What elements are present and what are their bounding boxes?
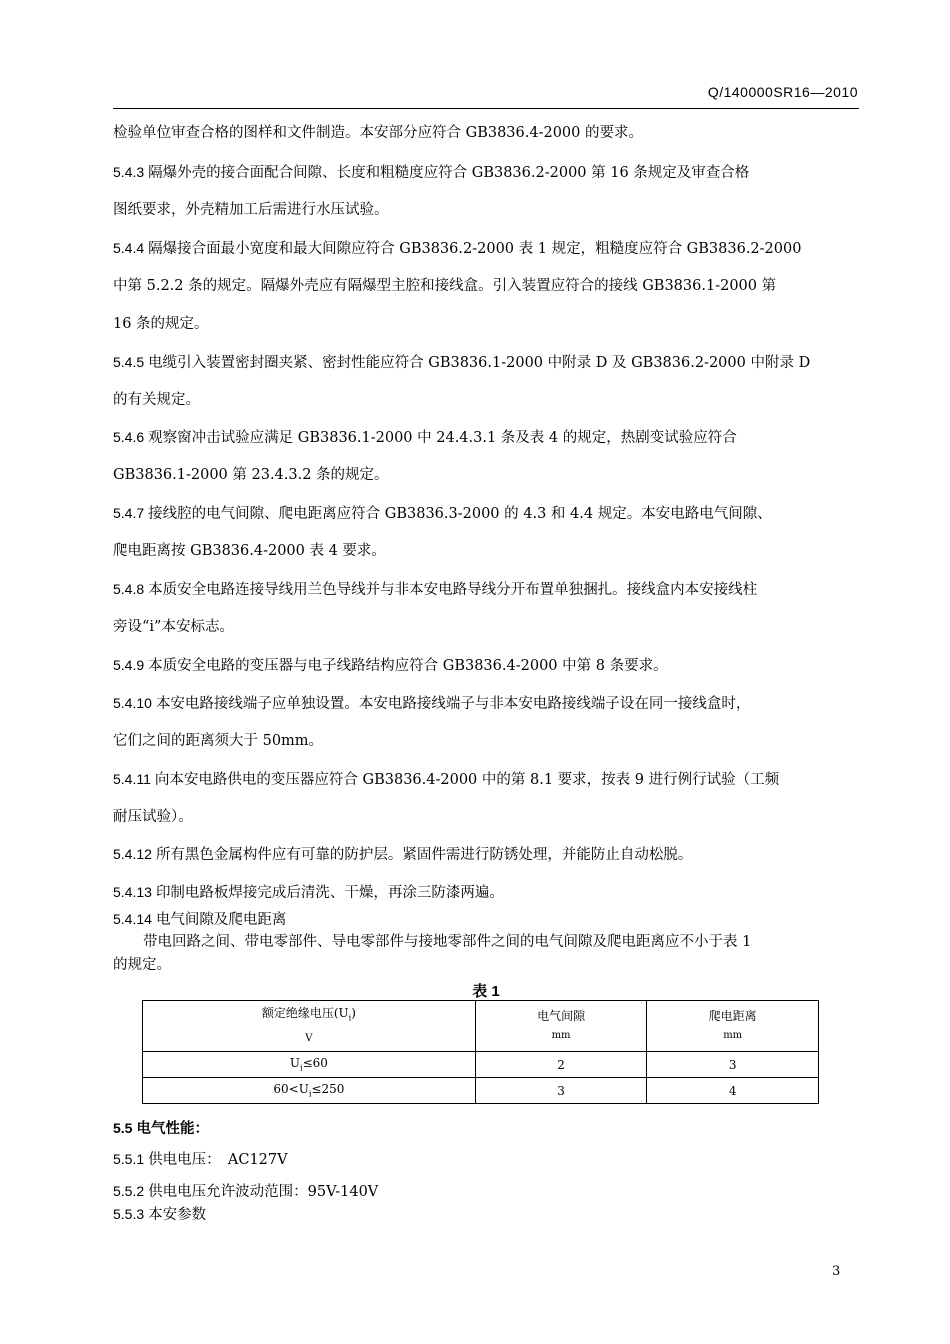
subscript: i (300, 1063, 303, 1073)
paragraph-line (113, 466, 859, 484)
clause-text: 16 条的规定。 (113, 316, 209, 332)
clause-5-5-2 (113, 1182, 859, 1201)
header-creepage (647, 1001, 819, 1052)
paragraph-line (113, 201, 859, 219)
header-unit: mm (723, 1030, 743, 1041)
clause-number: 5.4.7 (113, 505, 145, 521)
subscript: i (308, 1089, 312, 1099)
paragraph-line (113, 277, 859, 295)
section-number: 5.5 (113, 1120, 133, 1136)
header-label: 额定绝缘电压(U (261, 1006, 349, 1021)
clause-number: 5.4.4 (113, 240, 145, 256)
clause-text: 接线腔的电气间隙、爬电距离应符合 GB3836.3-2000 的 4.3 和 4.4 规定。本安电路电气间隙、 (148, 506, 772, 522)
clause-text: 向本安电路供电的变压器应符合 GB3836.4-2000 中的第 8.1 要求，按表 9 进行例行试验（工频 (154, 772, 780, 788)
clause-text: 中第 5.2.2 条的规定。隔爆外壳应有隔爆型主腔和接线盒。引入装置应符合的接线 GB3836.1-2000 第 (113, 278, 777, 294)
clause-text: 旁设“i”本安标志。 (113, 619, 234, 635)
paragraph-line (113, 732, 859, 750)
clause-number: 5.4.3 (113, 164, 145, 180)
clause-5-4-13 (113, 883, 859, 902)
section-5-5 (113, 1119, 859, 1138)
clause-text: 本安参数 (148, 1207, 207, 1223)
header-unit: mm (551, 1030, 571, 1041)
cell-voltage (143, 1078, 476, 1104)
clause-number: 5.5.2 (113, 1183, 145, 1199)
clause-text: 耐压试验）。 (113, 809, 193, 825)
header-clearance (475, 1001, 647, 1052)
clause-text: 的有关规定。 (113, 392, 200, 408)
clearance-table (142, 1000, 819, 1104)
clause-text: 电缆引入装置密封圈夹紧、密封性能应符合 GB3836.1-2000 中附录 D 及 GB3836.2-2000 中附录 D (148, 355, 811, 371)
clause-5-4-11 (113, 770, 859, 789)
clause-5-4-3 (113, 163, 859, 182)
page-number: 3 (832, 1264, 841, 1279)
paragraph-line (113, 124, 859, 142)
clause-5-4-9 (113, 656, 859, 675)
clause-text: 带电回路之间、带电零部件、导电零部件与接地零部件之间的电气间隙及爬电距离应不小于表 1 (143, 934, 752, 950)
clause-number: 5.5.3 (113, 1206, 145, 1222)
section-title: 电气性能： (136, 1120, 209, 1137)
clause-text: 的规定。 (113, 957, 171, 973)
paragraph-line (113, 618, 859, 636)
clause-text: 本安电路接线端子应单独设置。本安电路接线端子与非本安电路接线端子设在同一接线盒时， (155, 696, 751, 712)
clause-5-4-7 (113, 504, 859, 523)
document-code: Q/140000SR16—2010 (707, 84, 858, 100)
clause-number: 5.4.5 (113, 354, 145, 370)
clause-number: 5.5.1 (113, 1151, 145, 1167)
clause-number: 5.4.13 (113, 884, 152, 900)
clause-5-4-14 (113, 910, 859, 929)
clause-text: 图纸要求，外壳精加工后需进行水压试验。 (113, 202, 389, 218)
clause-text: 它们之间的距离须大于 50mm。 (113, 733, 324, 749)
clause-number: 5.4.10 (113, 695, 152, 711)
clause-5-4-12 (113, 845, 859, 864)
paragraph-line (113, 542, 859, 560)
clause-text: 爬电距离按 GB3836.4-2000 表 4 要求。 (113, 543, 386, 559)
clause-number: 5.4.11 (113, 771, 151, 787)
clause-text: 印制电路板焊接完成后清洗、干燥，再涂三防漆两遍。 (155, 885, 504, 901)
clause-5-5-3 (113, 1205, 859, 1224)
header-rule (113, 108, 859, 109)
cell-creepage: 4 (647, 1078, 819, 1104)
clause-text: 隔爆接合面最小宽度和最大间隙应符合 GB3836.2-2000 表 1 规定，粗糙度应符合 GB3836.2-2000 (148, 241, 802, 257)
header-label: 爬电距离 (708, 1009, 757, 1023)
paragraph-line (113, 808, 859, 826)
table-header-row (143, 1001, 819, 1052)
clause-text: 本质安全电路的变压器与电子线路结构应符合 GB3836.4-2000 中第 8 条要求。 (148, 658, 668, 674)
cell-text: ≤60 (302, 1056, 328, 1071)
header-label-close: ) (351, 1006, 356, 1021)
paragraph-text: 检验单位审查合格的图样和文件制造。本安部分应符合 GB3836.4-2000 的要求。 (113, 125, 643, 141)
cell-text: 60<U (273, 1082, 309, 1097)
cell-clearance: 2 (475, 1052, 647, 1078)
cell-creepage: 3 (647, 1052, 819, 1078)
clause-5-4-5 (113, 353, 859, 372)
clause-text: 观察窗冲击试验应满足 GB3836.1-2000 中 24.4.3.1 条及表 4 的规定，热剧变试验应符合 (148, 430, 737, 446)
subscript: i (348, 1013, 352, 1023)
clause-text: 电气间隙及爬电距离 (155, 912, 287, 928)
cell-voltage (143, 1052, 476, 1078)
paragraph-line (143, 933, 859, 951)
clause-5-4-6 (113, 428, 859, 447)
clause-text: 所有黑色金属构件应有可靠的防护层。紧固件需进行防锈处理，并能防止自动松脱。 (155, 847, 693, 863)
table-row (143, 1078, 819, 1104)
table-caption: 表 1 (472, 983, 500, 1000)
header-label: 电气间隙 (537, 1009, 586, 1023)
clause-number: 5.4.6 (113, 429, 145, 445)
clause-5-5-1 (113, 1150, 859, 1169)
clause-text: 本质安全电路连接导线用兰色导线并与非本安电路导线分开布置单独捆扎。接线盒内本安接线柱 (148, 582, 758, 598)
clause-5-4-10 (113, 694, 859, 713)
clause-number: 5.4.9 (113, 657, 145, 673)
header-unit: V (305, 1032, 313, 1044)
clause-number: 5.4.8 (113, 581, 145, 597)
clause-5-4-4 (113, 239, 859, 258)
table-row (143, 1052, 819, 1078)
header-rated-voltage (143, 1001, 476, 1052)
paragraph-line (113, 315, 859, 333)
cell-text: ≤250 (311, 1082, 345, 1097)
clause-number: 5.4.12 (113, 846, 152, 862)
clause-text: GB3836.1-2000 第 23.4.3.2 条的规定。 (113, 467, 389, 483)
cell-clearance: 3 (475, 1078, 647, 1104)
clause-text: 供电电压允许波动范围：95V-140V (148, 1184, 379, 1200)
paragraph-line (113, 956, 859, 974)
clause-text: 隔爆外壳的接合面配合间隙、长度和粗糙度应符合 GB3836.2-2000 第 16 条规定及审查合格 (148, 165, 750, 181)
cell-text: U (289, 1056, 300, 1071)
clause-text: 供电电压： AC127V (148, 1152, 288, 1168)
clause-5-4-8 (113, 580, 859, 599)
clause-number: 5.4.14 (113, 911, 152, 927)
paragraph-line (113, 391, 859, 409)
